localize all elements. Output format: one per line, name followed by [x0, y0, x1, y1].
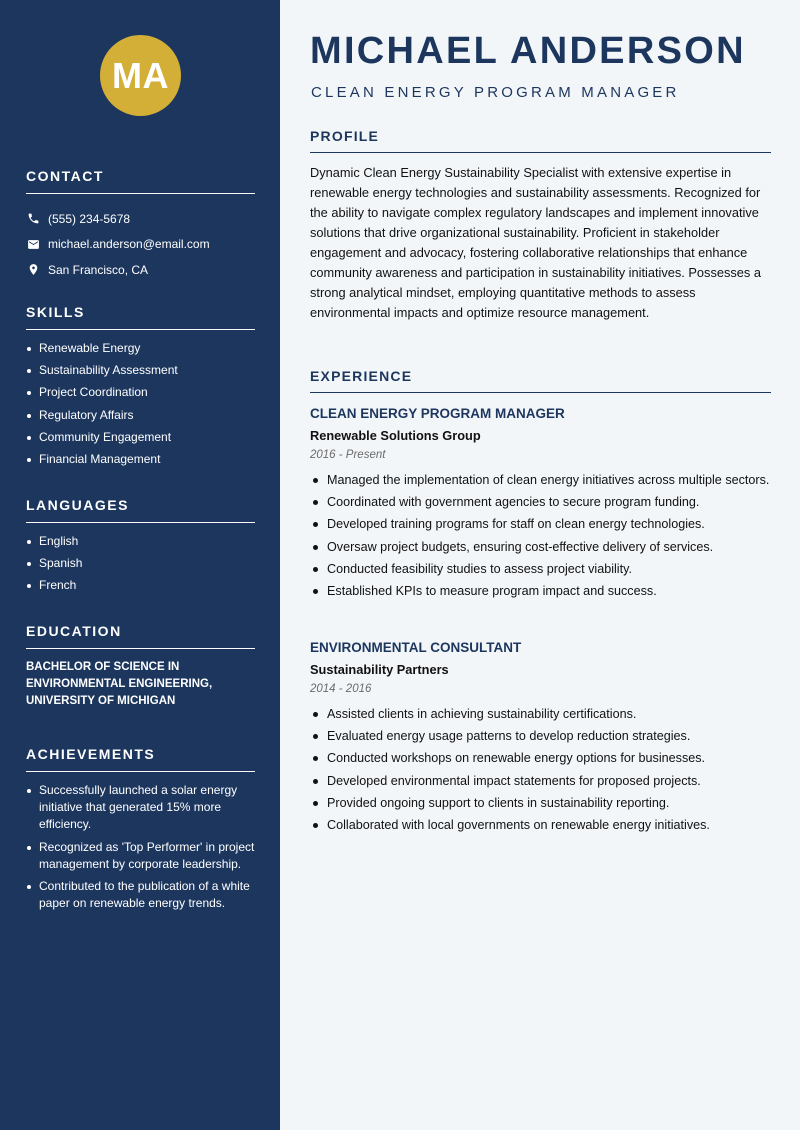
- job-title: CLEAN ENERGY PROGRAM MANAGER: [310, 406, 565, 421]
- skills-list: [26, 340, 255, 468]
- languages-section: [26, 497, 255, 600]
- education-heading: EDUCATION: [26, 623, 255, 649]
- candidate-title: CLEAN ENERGY PROGRAM MANAGER: [311, 84, 680, 101]
- skill-item: Renewable Energy: [26, 340, 255, 357]
- profile-text: Dynamic Clean Energy Sustainability Specialist with extensive expertise in renewable energy technologies and sustainability assessments. Recognized for the ability to navigate complex regulatory landscapes and implement innovative solutions that drive organizational sustainability. Proficient in stakeholder engagement and advocacy, fostering collaborative relationships that enhance community awareness and participation in sustainability initiatives. Possesses a strong analytical mindset, employing quantitative methods to assess environmental impacts and optimize resource management.: [310, 165, 761, 320]
- contact-section: [26, 168, 255, 283]
- education-section: [26, 623, 255, 710]
- achievements-heading: ACHIEVEMENTS: [26, 746, 255, 772]
- skill-item: Sustainability Assessment: [26, 362, 255, 379]
- job-bullet: Developed training programs for staff on clean energy technologies.: [310, 515, 771, 533]
- contact-item-email: [26, 232, 255, 258]
- contact-item-phone: [26, 206, 255, 232]
- contact-list: [26, 206, 255, 283]
- education-degree: BACHELOR OF SCIENCE IN ENVIRONMENTAL ENGINEERING, UNIVERSITY OF MICHIGAN: [26, 661, 213, 707]
- avatar: MA: [100, 35, 181, 116]
- job-company: Sustainability Partners: [310, 662, 449, 677]
- job-bullets: [310, 705, 771, 834]
- candidate-name: MICHAEL ANDERSON: [310, 30, 746, 72]
- skills-heading: SKILLS: [26, 304, 255, 330]
- experience-heading: EXPERIENCE: [310, 368, 771, 393]
- job-bullet: Coordinated with government agencies to secure program funding.: [310, 493, 771, 511]
- experience-section: [310, 368, 771, 393]
- job-entry: [310, 640, 771, 838]
- skills-section: [26, 304, 255, 473]
- contact-email-text: michael.anderson@email.com: [48, 237, 210, 252]
- location-pin-icon: [26, 263, 40, 277]
- language-item: English: [26, 533, 255, 550]
- job-entry: [310, 406, 771, 604]
- achievements-list: [26, 782, 255, 912]
- language-item: French: [26, 577, 255, 594]
- job-bullet: Developed environmental impact statements for proposed projects.: [310, 772, 771, 790]
- achievement-item: Contributed to the publication of a white paper on renewable energy trends.: [26, 878, 255, 912]
- phone-icon: [26, 212, 40, 226]
- languages-heading: LANGUAGES: [26, 497, 255, 523]
- job-bullet: Provided ongoing support to clients in sustainability reporting.: [310, 794, 771, 812]
- job-company: Renewable Solutions Group: [310, 428, 481, 443]
- job-bullet: Evaluated energy usage patterns to develop reduction strategies.: [310, 727, 771, 745]
- job-title: ENVIRONMENTAL CONSULTANT: [310, 640, 522, 655]
- sidebar: [0, 0, 280, 1130]
- job-bullet: Collaborated with local governments on renewable energy initiatives.: [310, 816, 771, 834]
- skill-item: Project Coordination: [26, 384, 255, 401]
- email-icon: [26, 237, 40, 251]
- job-bullet: Conducted workshops on renewable energy options for businesses.: [310, 749, 771, 767]
- profile-section: [310, 128, 771, 323]
- skill-item: Regulatory Affairs: [26, 407, 255, 424]
- job-bullet: Conducted feasibility studies to assess project viability.: [310, 560, 771, 578]
- job-dates: 2014 - 2016: [310, 683, 372, 695]
- job-bullet: Managed the implementation of clean energy initiatives across multiple sectors.: [310, 471, 771, 489]
- job-bullet: Assisted clients in achieving sustainability certifications.: [310, 705, 771, 723]
- language-item: Spanish: [26, 555, 255, 572]
- contact-heading: CONTACT: [26, 168, 255, 194]
- contact-item-location: [26, 257, 255, 283]
- achievements-section: [26, 746, 255, 918]
- job-bullet: Oversaw project budgets, ensuring cost-effective delivery of services.: [310, 538, 771, 556]
- skill-item: Community Engagement: [26, 429, 255, 446]
- contact-phone-text: (555) 234-5678: [48, 211, 131, 226]
- achievement-item: Recognized as 'Top Performer' in project management by corporate leadership.: [26, 839, 255, 873]
- achievement-item: Successfully launched a solar energy initiative that generated 15% more efficiency.: [26, 782, 255, 833]
- job-bullet: Established KPIs to measure program impact and success.: [310, 582, 771, 600]
- profile-heading: PROFILE: [310, 128, 771, 153]
- skill-item: Financial Management: [26, 451, 255, 468]
- contact-location-text: San Francisco, CA: [48, 262, 149, 277]
- job-bullets: [310, 471, 771, 600]
- job-dates: 2016 - Present: [310, 449, 386, 461]
- languages-list: [26, 533, 255, 594]
